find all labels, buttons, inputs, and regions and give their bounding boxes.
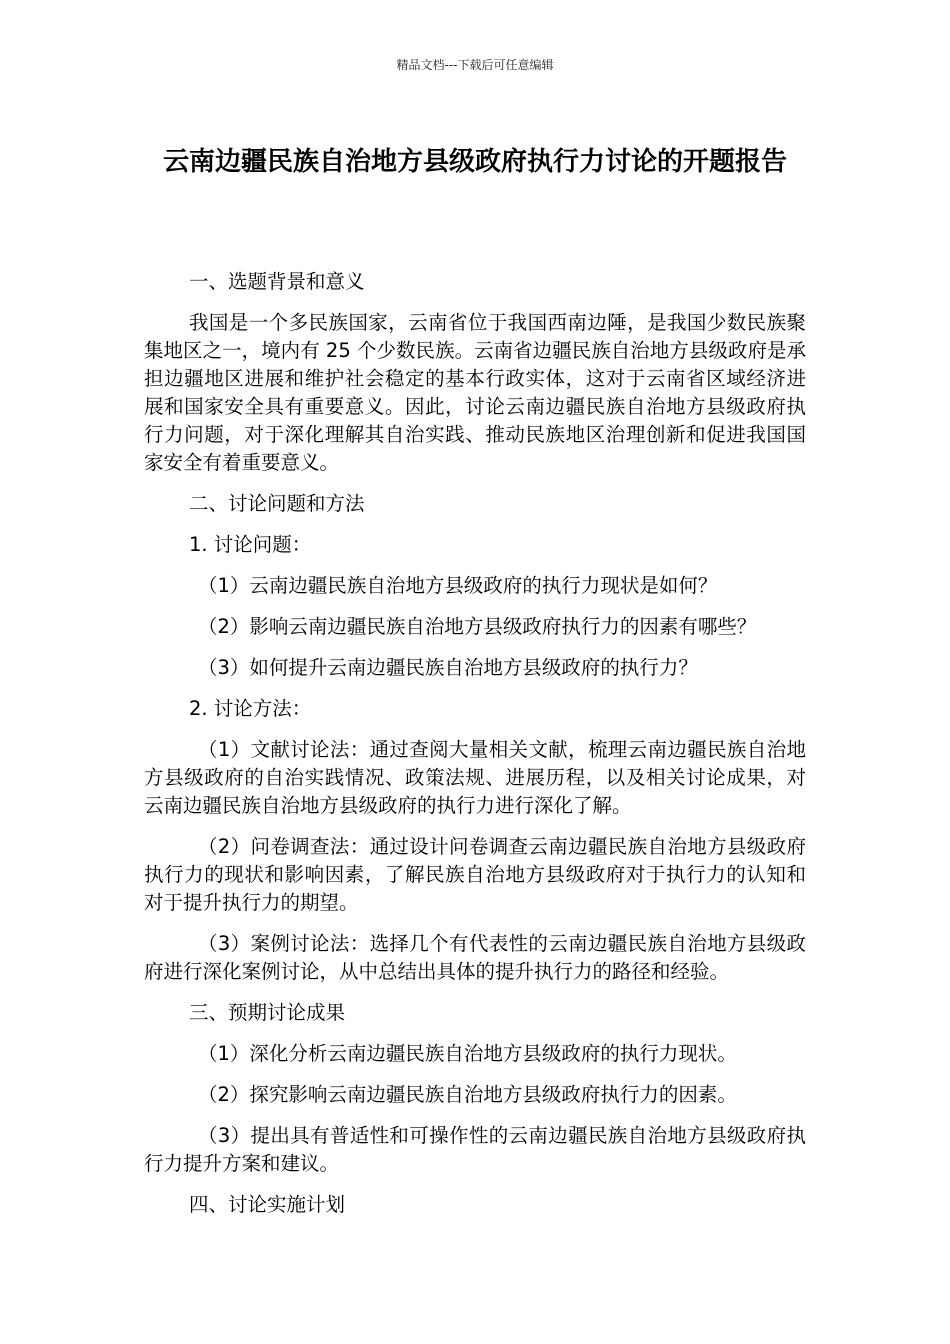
section-heading-questions-methods: 二、讨论问题和方法 (189, 492, 365, 515)
question-item-3: （3）如何提升云南边疆民族自治地方县级政府的执行力？ (198, 656, 698, 679)
subheading-methods: 2. 讨论方法： (189, 697, 312, 720)
result-item-3: （3）提出具有普适性和可操作性的云南边疆民族自治地方县级政府执行力提升方案和建议。 (144, 1124, 806, 1175)
method-item-questionnaire: （2）问卷调查法：通过设计问卷调查云南边疆民族自治地方县级政府执行力的现状和影响因素，了解民族自治地方县级政府对于执行力的认知和对于提升执行力的期望。 (144, 835, 806, 914)
result-item-2: （2）探究影响云南边疆民族自治地方县级政府执行力的因素。 (198, 1083, 737, 1106)
document-title: 云南边疆民族自治地方县级政府执行力讨论的开题报告 (162, 147, 787, 177)
method-item-case-study: （3）案例讨论法：选择几个有代表性的云南边疆民族自治地方县级政府进行深化案例讨论，从中总结出具体的提升执行力的路径和经验。 (144, 932, 806, 983)
method-item-literature: （1）文献讨论法：通过查阅大量相关文献，梳理云南边疆民族自治地方县级政府的自治实践情况、政策法规、进展历程，以及相关讨论成果，对云南边疆民族自治地方县级政府的执行力进行深化了解。 (144, 738, 806, 817)
section-heading-expected-results: 三、预期讨论成果 (189, 1001, 346, 1024)
section-heading-implementation-plan: 四、讨论实施计划 (189, 1193, 346, 1216)
result-item-1: （1）深化分析云南边疆民族自治地方县级政府的执行力现状。 (198, 1042, 737, 1065)
subheading-questions: 1. 讨论问题： (189, 533, 312, 556)
question-item-1: （1）云南边疆民族自治地方县级政府的执行力现状是如何？ (198, 574, 718, 597)
question-item-2: （2）影响云南边疆民族自治地方县级政府执行力的因素有哪些？ (198, 615, 757, 638)
section-heading-background: 一、选题背景和意义 (189, 270, 365, 293)
paragraph-background: 我国是一个多民族国家，云南省位于我国西南边陲，是我国少数民族聚集地区之一，境内有 25 个少数民族。云南省边疆民族自治地方县级政府是承担边疆地区进展和维护社会稳定的基本行政实体，这对于云南省区域经济进展和国家安全具有重要意义。因此，讨论云南边疆民族自治地方县级政府执行力问题，对于深化理解其自治实践、推动民族地区治理创新和促进我国国家安全有着重要意义。 (144, 311, 806, 474)
page-header: 精品文档---下载后可任意编辑 (396, 58, 554, 72)
document-body (144, 268, 806, 1232)
